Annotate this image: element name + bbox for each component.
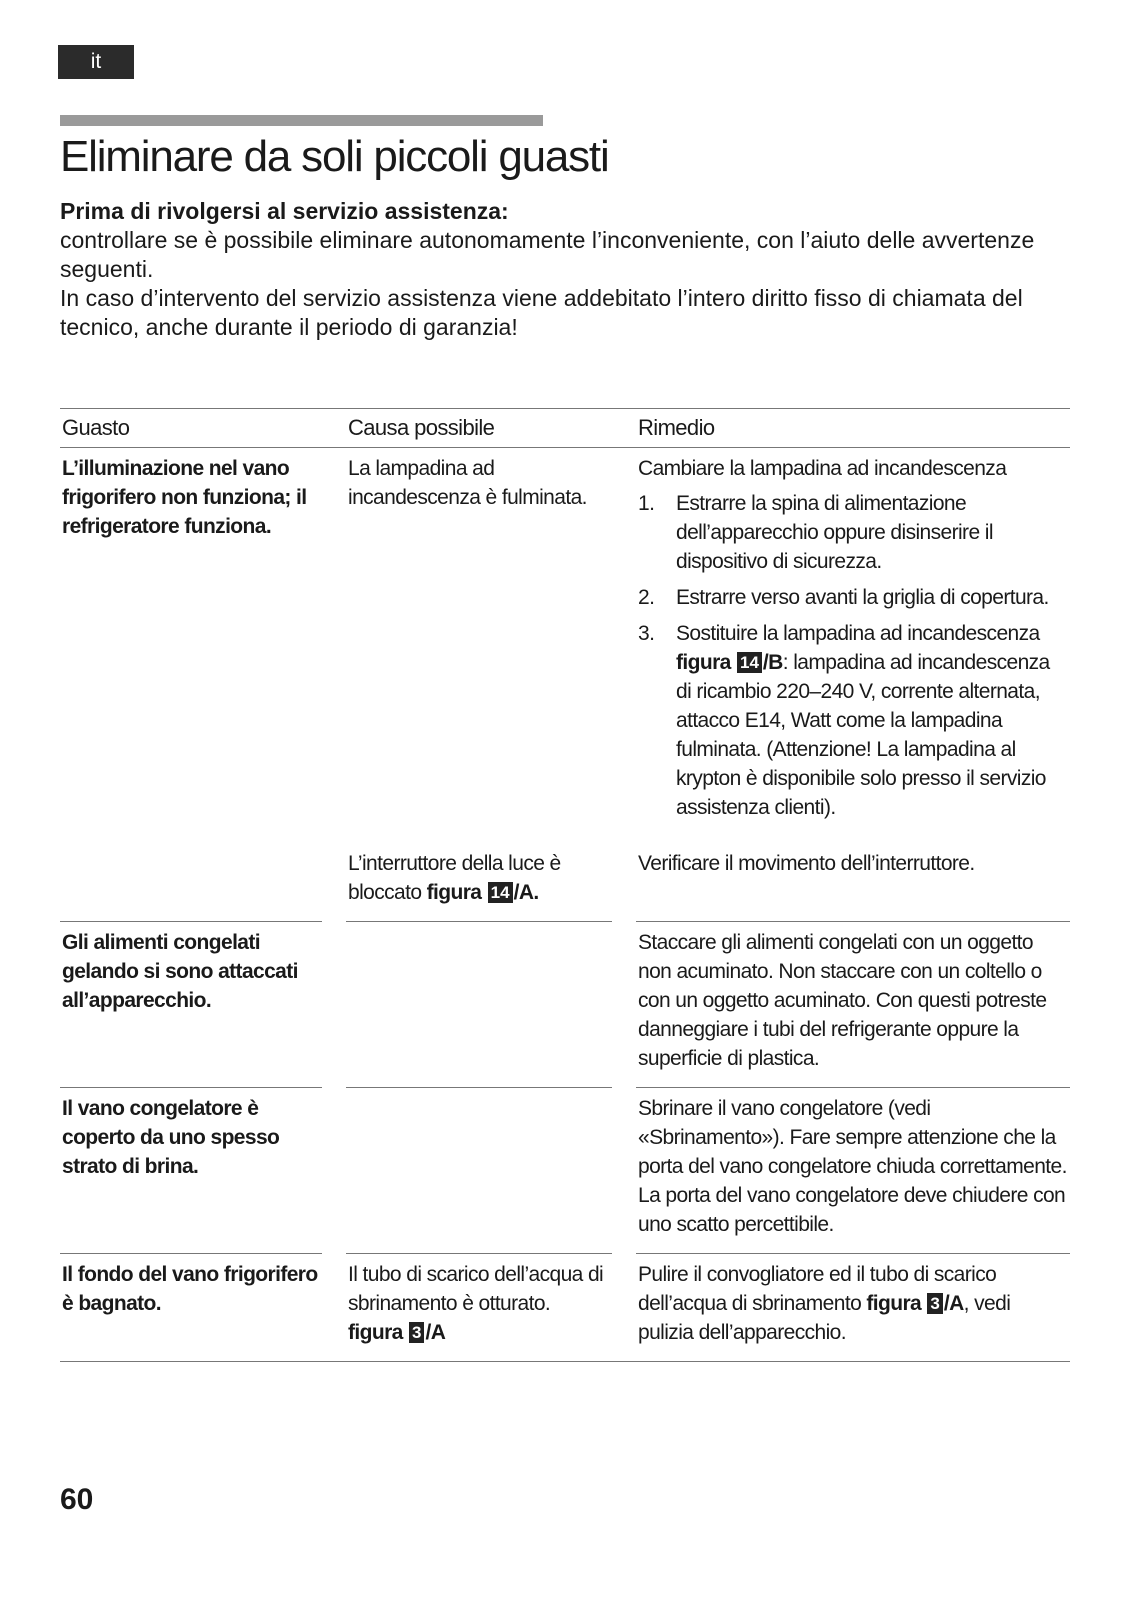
figure-ref bbox=[676, 651, 783, 674]
row4-guasto: Il vano congelatore è coperto da uno spesso strato di brina. bbox=[60, 1087, 322, 1253]
row5-causa bbox=[346, 1253, 612, 1361]
step-number: 3. bbox=[638, 622, 655, 645]
figure-ref-word: figura bbox=[426, 881, 482, 904]
troubleshooting-table bbox=[60, 408, 1070, 1362]
row3-rimedio: Staccare gli alimenti congelati con un oggetto non acuminato. Non staccare con un coltello o con un oggetto acuminato. Con questi potreste danneggiare i tubi del refrigerante oppure la superficie di plastica. bbox=[636, 921, 1070, 1087]
figure-ref-word: figura bbox=[676, 651, 731, 674]
row4-rimedio-text-a: Sbrinare il vano congelatore (vedi «Sbrinamento»). Fare sempre attenzione che la porta del vano congelatore chiuda correttamente. bbox=[638, 1097, 1067, 1178]
row1-rimedio bbox=[636, 448, 1070, 843]
intro-paragraph-1: controllare se è possibile eliminare autonomamente l’inconveniente, con l’aiuto delle avvertenze seguenti. bbox=[60, 227, 1035, 282]
page-title: Eliminare da soli piccoli guasti bbox=[60, 132, 609, 181]
row1-guasto: L’illuminazione nel vano frigorifero non funziona; il refrigeratore funziona. bbox=[62, 457, 307, 538]
row3-guasto: Gli alimenti congelati gelando si sono attaccati all’apparecchio. bbox=[60, 921, 322, 1087]
header-causa: Causa possibile bbox=[348, 415, 495, 440]
figure-ref-suffix: /A. bbox=[513, 881, 539, 904]
step-text-post: : lampadina ad incandescenza di ricambio 220–240 V, corrente alternata, attacco E14, Watt come la lampadina fulminata. (Attenzione! La lampadina al krypton è disponibile solo presso il servizio assistenza clienti). bbox=[676, 651, 1050, 819]
page-number: 60 bbox=[60, 1483, 94, 1516]
header-guasto: Guasto bbox=[62, 415, 130, 440]
figure-number-box: 14 bbox=[488, 882, 513, 903]
intro-section bbox=[60, 197, 1070, 342]
row4-rimedio bbox=[636, 1087, 1070, 1253]
row4-rimedio-text-b: La porta del vano congelatore deve chiudere con uno scatto percettibile. bbox=[638, 1184, 1066, 1236]
figure-number-box: 3 bbox=[927, 1293, 942, 1314]
step-item bbox=[638, 619, 1068, 822]
figure-ref bbox=[348, 1321, 445, 1344]
step-text bbox=[676, 619, 1068, 822]
step-text-pre: Sostituire la lampadina ad incandescenza bbox=[676, 622, 1040, 645]
figure-ref-word: figura bbox=[348, 1321, 403, 1344]
row4-causa bbox=[346, 1087, 612, 1253]
step-item bbox=[638, 583, 1068, 612]
row5-rimedio-post: , vedi pulizia dell’apparecchio. bbox=[638, 1292, 1011, 1344]
table-body bbox=[60, 448, 1070, 1361]
row2-causa bbox=[346, 843, 612, 921]
step-number: 1. bbox=[638, 492, 655, 515]
row5-guasto: Il fondo del vano frigorifero è bagnato. bbox=[60, 1253, 322, 1361]
figure-ref bbox=[866, 1292, 963, 1315]
figure-ref-suffix: /A bbox=[425, 1321, 446, 1344]
figure-ref-suffix: /B bbox=[762, 651, 783, 674]
row1-causa: La lampadina ad incandescenza è fulminata. bbox=[348, 457, 587, 509]
step-text: Estrarre la spina di alimentazione dell’apparecchio oppure disinserire il dispositivo di sicurezza. bbox=[676, 492, 993, 573]
row1-rimedio-intro: Cambiare la lampadina ad incandescenza bbox=[638, 457, 1007, 480]
row2-rimedio: Verificare il movimento dell’interruttore. bbox=[638, 852, 975, 875]
row5-rimedio bbox=[636, 1253, 1070, 1361]
row3-causa bbox=[346, 921, 612, 1087]
figure-ref bbox=[427, 881, 539, 904]
figure-ref-word: figura bbox=[866, 1292, 922, 1315]
header-rimedio: Rimedio bbox=[638, 415, 715, 440]
intro-paragraph-2: In caso d’intervento del servizio assistenza viene addebitato l’intero diritto fisso di chiamata del tecnico, anche durante il periodo di garanzia! bbox=[60, 285, 1023, 340]
replace-bulb-steps bbox=[638, 489, 1068, 822]
row2-causa-text: L’interruttore della luce è bloccato bbox=[348, 852, 561, 904]
figure-ref-suffix: /A bbox=[943, 1292, 964, 1315]
language-tag: it bbox=[58, 45, 134, 79]
step-number: 2. bbox=[638, 586, 655, 609]
table-header-row bbox=[60, 409, 1070, 447]
step-text: Estrarre verso avanti la griglia di copertura. bbox=[676, 586, 1049, 609]
step-item bbox=[638, 489, 1068, 576]
title-bar bbox=[60, 115, 543, 126]
row5-causa-text: Il tubo di scarico dell’acqua di sbrinamento è otturato. bbox=[348, 1263, 604, 1315]
row5-rimedio-pre: Pulire il convogliatore ed il tubo di scarico dell’acqua di sbrinamento bbox=[638, 1263, 997, 1315]
intro-lead: Prima di rivolgersi al servizio assistenza: bbox=[60, 198, 509, 224]
figure-number-box: 3 bbox=[409, 1322, 424, 1343]
figure-number-box: 14 bbox=[737, 652, 762, 673]
table-bottom-rule bbox=[60, 1361, 1070, 1362]
